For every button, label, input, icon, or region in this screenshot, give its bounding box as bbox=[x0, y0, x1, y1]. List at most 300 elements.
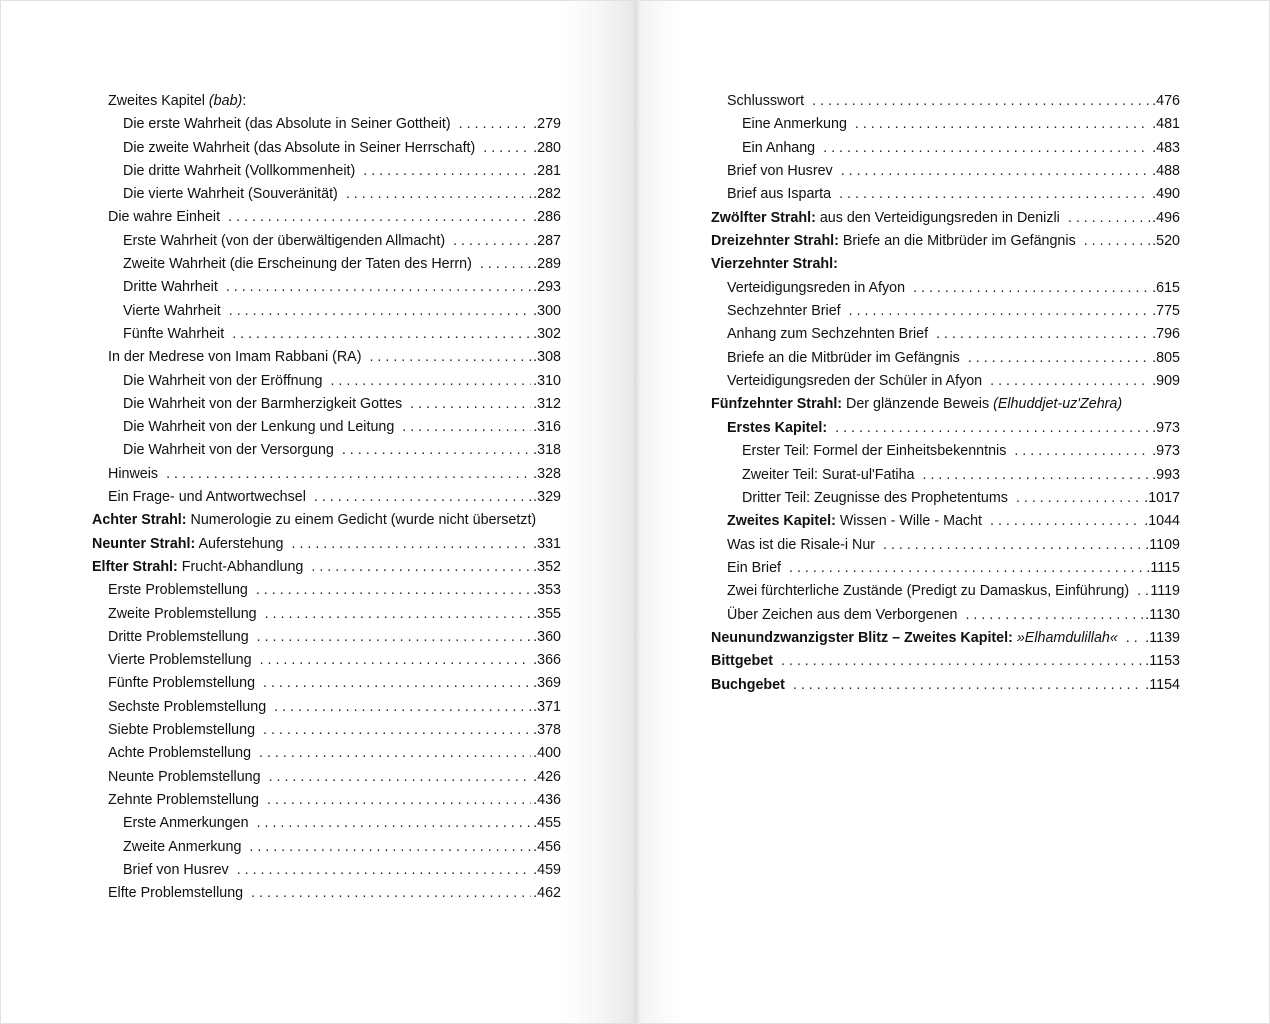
toc-entry-text: Wissen - Wille - Macht bbox=[835, 513, 983, 530]
toc-entry bbox=[711, 370, 1180, 393]
toc-entry-title bbox=[108, 742, 251, 765]
dot-leader bbox=[453, 230, 531, 253]
toc-page-number: .1130 bbox=[1145, 606, 1180, 623]
dot-leader bbox=[311, 556, 531, 579]
toc-entry-bold-label: Elfter Strahl: bbox=[92, 558, 178, 575]
dot-leader bbox=[1137, 580, 1148, 603]
toc-entry-title bbox=[742, 440, 1006, 463]
toc-entry bbox=[92, 882, 561, 905]
toc-page-number: .490 bbox=[1152, 186, 1180, 203]
toc-page-number: .378 bbox=[533, 722, 561, 739]
toc-entry-title bbox=[742, 137, 815, 160]
dot-leader bbox=[274, 696, 531, 719]
toc-entry-bold-label: Erstes Kapitel: bbox=[727, 419, 828, 436]
toc-entry bbox=[92, 649, 561, 672]
toc-entry bbox=[92, 346, 561, 369]
dot-leader bbox=[237, 859, 531, 882]
toc-entry bbox=[92, 206, 561, 229]
toc-page-number: .615 bbox=[1152, 279, 1180, 296]
toc-entry-text: Erste Problemstellung bbox=[108, 582, 248, 599]
dot-leader bbox=[936, 323, 1150, 346]
toc-entry-text: Verteidigungsreden der Schüler in Afyon bbox=[727, 373, 983, 390]
toc-entry bbox=[711, 487, 1180, 510]
toc-entry bbox=[92, 416, 561, 439]
toc-entry-title bbox=[108, 766, 261, 789]
toc-entry bbox=[92, 509, 561, 532]
dot-leader bbox=[226, 276, 531, 299]
toc-entry bbox=[711, 534, 1180, 557]
dot-leader bbox=[232, 323, 531, 346]
toc-entry-text: Zweite Anmerkung bbox=[123, 838, 242, 855]
toc-page-number: .973 bbox=[1152, 443, 1180, 460]
toc-entry-text: Erste Anmerkungen bbox=[123, 815, 249, 832]
dot-leader bbox=[260, 649, 532, 672]
toc-entry-text: Der glänzende Beweis bbox=[842, 396, 994, 413]
toc-entry-title bbox=[108, 719, 255, 742]
toc-entry-title bbox=[108, 626, 249, 649]
toc-page-number: .520 bbox=[1152, 233, 1180, 250]
toc-page-number: .436 bbox=[533, 791, 561, 808]
toc-entry bbox=[92, 439, 561, 462]
toc-entry-text: Ein Frage- und Antwortwechsel bbox=[108, 489, 306, 506]
toc-page-number: .459 bbox=[533, 861, 561, 878]
toc-entry bbox=[92, 393, 561, 416]
toc-entry bbox=[711, 253, 1180, 276]
toc-entry-title bbox=[711, 207, 1060, 230]
toc-entry bbox=[711, 440, 1180, 463]
dot-leader bbox=[249, 836, 531, 859]
toc-entry-title bbox=[711, 627, 1118, 650]
dot-leader bbox=[402, 416, 531, 439]
toc-entry bbox=[711, 674, 1180, 697]
toc-entry bbox=[711, 160, 1180, 183]
toc-entry-text: Eine Anmerkung bbox=[742, 116, 847, 133]
toc-entry-title bbox=[727, 347, 960, 370]
toc-entry-text: Zweites Kapitel bbox=[108, 93, 209, 109]
toc-entry-title bbox=[123, 416, 394, 439]
toc-entry-title bbox=[727, 534, 875, 557]
toc-page-number: .456 bbox=[533, 838, 561, 855]
toc-entry bbox=[711, 277, 1180, 300]
dot-leader bbox=[263, 719, 531, 742]
dot-leader bbox=[346, 183, 531, 206]
toc-entry-title bbox=[123, 183, 338, 206]
toc-page-number: .312 bbox=[533, 395, 561, 412]
toc-entry-text: Was ist die Risale-i Nur bbox=[727, 536, 876, 553]
dot-leader bbox=[267, 789, 531, 812]
toc-entry-bold-label: Fünfzehnter Strahl: bbox=[711, 396, 843, 413]
toc-entry bbox=[92, 812, 561, 835]
toc-entry-text: Die dritte Wahrheit (Vollkommenheit) bbox=[123, 162, 356, 179]
toc-entry-text: Zweite Wahrheit (die Erscheinung der Taten des Herrn) bbox=[123, 256, 472, 273]
toc-page-number: .289 bbox=[533, 256, 561, 273]
toc-entry-title bbox=[92, 533, 284, 556]
toc-page-number: .1044 bbox=[1144, 513, 1180, 530]
toc-entry bbox=[92, 90, 561, 113]
toc-page-number: .400 bbox=[533, 745, 561, 762]
toc-page-number: .1139 bbox=[1145, 629, 1180, 646]
toc-entry-text: In der Medrese von Imam Rabbani (RA) bbox=[108, 349, 362, 366]
toc-entry bbox=[92, 463, 561, 486]
toc-entry-title bbox=[123, 836, 241, 859]
toc-entry-title bbox=[727, 557, 781, 580]
toc-entry-text: Die wahre Einheit bbox=[108, 209, 221, 226]
toc-entry-title bbox=[108, 346, 361, 369]
toc-entry bbox=[711, 627, 1180, 650]
toc-entry bbox=[92, 183, 561, 206]
toc-entry-title bbox=[727, 604, 957, 627]
toc-entry-text: Die zweite Wahrheit (das Absolute in Seiner Herrschaft) bbox=[123, 139, 476, 156]
toc-entry-title bbox=[108, 579, 248, 602]
toc-entry bbox=[711, 604, 1180, 627]
toc-page-number: .328 bbox=[533, 465, 561, 482]
dot-leader bbox=[823, 137, 1150, 160]
toc-page-number: 1119 bbox=[1150, 583, 1180, 600]
toc-entry bbox=[92, 836, 561, 859]
toc-page-number: .331 bbox=[533, 535, 561, 552]
toc-entry-text: Dritte Wahrheit bbox=[123, 279, 218, 296]
toc-entry-title bbox=[123, 137, 475, 160]
toc-entry-title bbox=[727, 300, 841, 323]
toc-entry-text: Sechste Problemstellung bbox=[108, 698, 267, 715]
toc-page-number: .287 bbox=[533, 232, 561, 249]
dot-leader bbox=[968, 347, 1150, 370]
toc-entry-title bbox=[727, 183, 831, 206]
toc-entry bbox=[92, 579, 561, 602]
toc-entry-text: Achte Problemstellung bbox=[108, 745, 252, 762]
toc-entry-title bbox=[108, 649, 252, 672]
toc-entry-text: Erste Wahrheit (von der überwältigenden Allmacht) bbox=[123, 232, 446, 249]
toc-page-number: .1109 bbox=[1145, 536, 1180, 553]
dot-leader bbox=[923, 464, 1151, 487]
toc-entry bbox=[711, 557, 1180, 580]
toc-entry-title bbox=[727, 370, 982, 393]
toc-entry bbox=[92, 113, 561, 136]
toc-entry bbox=[711, 580, 1180, 603]
toc-page-number: .282 bbox=[533, 186, 561, 203]
toc-page-number: .483 bbox=[1152, 139, 1180, 156]
toc-page-number: .302 bbox=[533, 325, 561, 342]
dot-leader bbox=[913, 277, 1150, 300]
toc-page-number: .426 bbox=[533, 768, 561, 785]
toc-entry-text: Verteidigungsreden in Afyon bbox=[727, 279, 906, 296]
dot-leader bbox=[483, 137, 531, 160]
toc-entry bbox=[711, 137, 1180, 160]
toc-page-number: .1115 bbox=[1146, 559, 1180, 576]
toc-entry-bold-label: Achter Strahl: bbox=[92, 512, 187, 529]
toc-page-number: .476 bbox=[1152, 93, 1180, 109]
toc-entry bbox=[92, 533, 561, 556]
right-page-toc bbox=[711, 90, 1180, 697]
toc-entry bbox=[92, 766, 561, 789]
dot-leader bbox=[849, 300, 1151, 323]
dot-leader bbox=[990, 370, 1150, 393]
dot-leader bbox=[1084, 230, 1150, 253]
toc-entry-text: Schlusswort bbox=[727, 93, 805, 109]
toc-entry-title bbox=[108, 672, 255, 695]
toc-entry-text: Die erste Wahrheit (das Absolute in Seiner Gottheit) bbox=[123, 116, 451, 133]
toc-page-number: .796 bbox=[1152, 326, 1180, 343]
toc-page-number: .316 bbox=[533, 419, 561, 436]
toc-entry-bold-label: Zwölfter Strahl: bbox=[711, 209, 816, 226]
toc-page-number: .371 bbox=[533, 698, 561, 715]
dot-leader bbox=[789, 557, 1144, 580]
toc-page-number: .1153 bbox=[1145, 653, 1180, 670]
toc-entry-title bbox=[92, 509, 536, 532]
toc-entry-text: Sechzehnter Brief bbox=[727, 303, 841, 320]
toc-entry bbox=[711, 417, 1180, 440]
dot-leader bbox=[256, 579, 531, 602]
dot-leader bbox=[229, 300, 531, 323]
toc-page-number: .462 bbox=[533, 885, 561, 902]
toc-entry-title bbox=[742, 113, 847, 136]
toc-entry-bold-label: Buchgebet bbox=[711, 676, 785, 693]
toc-entry-text: Ein Brief bbox=[727, 559, 782, 576]
toc-entry-text: Fünfte Problemstellung bbox=[108, 675, 256, 692]
dot-leader bbox=[166, 463, 531, 486]
toc-entry-text: Die Wahrheit von der Lenkung und Leitung bbox=[123, 419, 395, 436]
toc-entry-title bbox=[727, 580, 1129, 603]
toc-entry-title bbox=[92, 556, 303, 579]
dot-leader bbox=[990, 510, 1142, 533]
toc-entry-text: Fünfte Wahrheit bbox=[123, 325, 225, 342]
toc-page-number: .488 bbox=[1152, 163, 1180, 180]
toc-entry-title bbox=[108, 486, 306, 509]
toc-entry-title bbox=[123, 859, 229, 882]
toc-entry-title bbox=[727, 277, 905, 300]
dot-leader bbox=[314, 486, 531, 509]
dot-leader bbox=[259, 742, 531, 765]
toc-entry bbox=[92, 672, 561, 695]
toc-page-number: .973 bbox=[1152, 419, 1180, 436]
toc-entry-text: Siebte Problemstellung bbox=[108, 722, 256, 739]
dot-leader bbox=[835, 417, 1150, 440]
toc-entry-title bbox=[711, 650, 773, 673]
toc-entry-text: aus den Verteidigungsreden in Denizli bbox=[815, 209, 1060, 226]
toc-entry bbox=[711, 650, 1180, 673]
toc-entry-text: Brief von Husrev bbox=[123, 861, 229, 878]
toc-page-number: .279 bbox=[533, 116, 561, 133]
dot-leader bbox=[263, 672, 531, 695]
toc-entry-bold-label: Neunter Strahl: bbox=[92, 535, 196, 552]
toc-entry bbox=[711, 183, 1180, 206]
toc-entry-title bbox=[727, 510, 982, 533]
toc-entry-title bbox=[711, 253, 838, 276]
toc-entry-tail: : bbox=[242, 93, 247, 109]
toc-page-number: .280 bbox=[533, 139, 561, 156]
toc-entry bbox=[92, 556, 561, 579]
dot-leader bbox=[342, 439, 531, 462]
toc-page-number: .318 bbox=[533, 442, 561, 459]
toc-page-number: .775 bbox=[1152, 303, 1180, 320]
toc-entry bbox=[711, 207, 1180, 230]
dot-leader bbox=[855, 113, 1150, 136]
toc-entry-title bbox=[742, 464, 915, 487]
dot-leader bbox=[292, 533, 532, 556]
dot-leader bbox=[965, 604, 1143, 627]
toc-entry-text: Dritter Teil: Zeugnisse des Prophetentums bbox=[742, 489, 1008, 506]
toc-page-number: .366 bbox=[533, 652, 561, 669]
toc-entry-title bbox=[711, 230, 1076, 253]
toc-entry-italic-text: »Elhamdulillah« bbox=[1016, 629, 1118, 646]
toc-entry bbox=[92, 626, 561, 649]
toc-entry-title bbox=[123, 230, 445, 253]
toc-entry-title bbox=[123, 370, 322, 393]
dot-leader bbox=[369, 346, 531, 369]
toc-entry-title bbox=[123, 323, 224, 346]
toc-entry-title bbox=[123, 439, 334, 462]
toc-entry bbox=[711, 510, 1180, 533]
toc-page-number: .353 bbox=[533, 582, 561, 599]
toc-entry bbox=[92, 370, 561, 393]
toc-entry-title bbox=[108, 206, 220, 229]
toc-entry bbox=[711, 113, 1180, 136]
dot-leader bbox=[251, 882, 531, 905]
toc-page-number: .352 bbox=[533, 558, 561, 575]
toc-entry-text: Die Wahrheit von der Eröffnung bbox=[123, 372, 323, 389]
dot-leader bbox=[257, 626, 532, 649]
toc-entry-text: Neunte Problemstellung bbox=[108, 768, 261, 785]
toc-entry bbox=[92, 160, 561, 183]
toc-page-number: .293 bbox=[533, 279, 561, 296]
toc-entry-title bbox=[123, 276, 218, 299]
toc-page-number: .1154 bbox=[1145, 676, 1180, 693]
toc-entry bbox=[92, 323, 561, 346]
toc-entry-title bbox=[123, 113, 451, 136]
toc-entry-title bbox=[123, 300, 221, 323]
toc-entry-text: Elfte Problemstellung bbox=[108, 885, 244, 902]
toc-entry-bold-label: Neunundzwanzigster Blitz – Zweites Kapitel: bbox=[711, 629, 1013, 646]
toc-entry-bold-label: Zweites Kapitel: bbox=[727, 513, 836, 530]
toc-page-number: .369 bbox=[533, 675, 561, 692]
dot-leader bbox=[1016, 487, 1142, 510]
toc-page-number: .993 bbox=[1152, 466, 1180, 483]
toc-entry-text: Auferstehung bbox=[195, 535, 284, 552]
toc-entry-italic-text: (Elhuddjet-uz'Zehra) bbox=[993, 396, 1123, 413]
toc-entry-text: Ein Anhang bbox=[742, 139, 816, 156]
toc-entry-title bbox=[742, 487, 1008, 510]
dot-leader bbox=[257, 812, 532, 835]
dot-leader bbox=[459, 113, 532, 136]
toc-page-number: .308 bbox=[533, 349, 561, 366]
toc-page-number: .355 bbox=[533, 605, 561, 622]
dot-leader bbox=[839, 183, 1150, 206]
toc-page-number: .286 bbox=[533, 209, 561, 226]
toc-entry-text: Briefe an die Mitbrüder im Gefängnis bbox=[838, 233, 1076, 250]
toc-entry-text: Vierte Problemstellung bbox=[108, 652, 252, 669]
toc-entry bbox=[92, 276, 561, 299]
toc-entry-text: Die Wahrheit von der Versorgung bbox=[123, 442, 334, 459]
toc-entry-text: Brief von Husrev bbox=[727, 163, 833, 180]
toc-entry bbox=[711, 230, 1180, 253]
toc-entry-text: Dritte Problemstellung bbox=[108, 628, 249, 645]
toc-entry-title bbox=[108, 882, 243, 905]
toc-entry-text: Brief aus Isparta bbox=[727, 186, 832, 203]
dot-leader bbox=[269, 766, 532, 789]
dot-leader bbox=[265, 603, 532, 626]
toc-entry-text: Zwei fürchterliche Zustände (Predigt zu Damaskus, Einführung) bbox=[727, 583, 1130, 600]
toc-entry-text: Die vierte Wahrheit (Souveränität) bbox=[123, 186, 338, 203]
toc-entry-title bbox=[123, 160, 355, 183]
toc-page-number: .805 bbox=[1152, 349, 1180, 366]
dot-leader bbox=[363, 160, 531, 183]
toc-page-number: .310 bbox=[533, 372, 561, 389]
dot-leader bbox=[793, 674, 1143, 697]
toc-page-number: .909 bbox=[1152, 373, 1180, 390]
dot-leader bbox=[480, 253, 531, 276]
toc-page-number: .360 bbox=[533, 628, 561, 645]
dot-leader bbox=[228, 206, 531, 229]
left-page-toc bbox=[92, 90, 561, 905]
toc-entry-bold-label: Dreizehnter Strahl: bbox=[711, 233, 839, 250]
toc-entry bbox=[711, 393, 1180, 416]
toc-entry bbox=[92, 137, 561, 160]
toc-entry-title bbox=[727, 417, 827, 440]
toc-page-number: .455 bbox=[533, 815, 561, 832]
dot-leader bbox=[1126, 627, 1143, 650]
toc-entry bbox=[711, 464, 1180, 487]
toc-entry bbox=[92, 486, 561, 509]
toc-entry bbox=[711, 323, 1180, 346]
toc-page-number: .281 bbox=[533, 162, 561, 179]
toc-entry-text: Frucht-Abhandlung bbox=[177, 558, 304, 575]
toc-entry bbox=[92, 789, 561, 812]
toc-entry bbox=[92, 230, 561, 253]
toc-page-number: .300 bbox=[533, 302, 561, 319]
toc-entry bbox=[711, 300, 1180, 323]
toc-entry-text: Erster Teil: Formel der Einheitsbekenntnis bbox=[742, 443, 1007, 460]
toc-entry-title bbox=[711, 674, 785, 697]
toc-entry-bold-label: Vierzehnter Strahl: bbox=[711, 256, 838, 273]
dot-leader bbox=[1014, 440, 1150, 463]
toc-entry-title bbox=[108, 463, 158, 486]
toc-entry-title bbox=[727, 90, 804, 113]
toc-entry-text: Briefe an die Mitbrüder im Gefängnis bbox=[727, 349, 960, 366]
toc-entry-italic-text: (bab) bbox=[208, 93, 243, 109]
toc-entry-text: Die Wahrheit von der Barmherzigkeit Gottes bbox=[123, 395, 403, 412]
toc-entry bbox=[92, 253, 561, 276]
toc-entry bbox=[711, 90, 1180, 113]
toc-entry-title bbox=[727, 160, 833, 183]
toc-entry-title bbox=[711, 393, 1122, 416]
toc-entry-title bbox=[108, 696, 266, 719]
toc-entry bbox=[92, 719, 561, 742]
dot-leader bbox=[410, 393, 531, 416]
toc-entry-text: Zweite Problemstellung bbox=[108, 605, 257, 622]
toc-entry-text: Anhang zum Sechzehnten Brief bbox=[727, 326, 929, 343]
toc-entry-text: Zweiter Teil: Surat-ul'Fatiha bbox=[742, 466, 915, 483]
dot-leader bbox=[812, 90, 1150, 113]
dot-leader bbox=[841, 160, 1150, 183]
toc-page-number: .1017 bbox=[1144, 489, 1180, 506]
toc-entry-title bbox=[108, 789, 259, 812]
toc-entry bbox=[92, 859, 561, 882]
toc-entry-title bbox=[123, 393, 402, 416]
toc-entry-text: Hinweis bbox=[108, 465, 159, 482]
toc-entry-text: Über Zeichen aus dem Verborgenen bbox=[727, 606, 958, 623]
toc-entry-bold-label: Bittgebet bbox=[711, 653, 773, 670]
toc-entry-title bbox=[123, 812, 249, 835]
toc-entry-title bbox=[123, 253, 472, 276]
toc-page-number: .496 bbox=[1152, 209, 1180, 226]
toc-entry bbox=[92, 603, 561, 626]
toc-entry-text: Vierte Wahrheit bbox=[123, 302, 221, 319]
dot-leader bbox=[1068, 207, 1150, 230]
toc-entry-text: Zehnte Problemstellung bbox=[108, 791, 259, 808]
toc-entry bbox=[92, 300, 561, 323]
dot-leader bbox=[883, 534, 1143, 557]
toc-page-number: .329 bbox=[533, 489, 561, 506]
